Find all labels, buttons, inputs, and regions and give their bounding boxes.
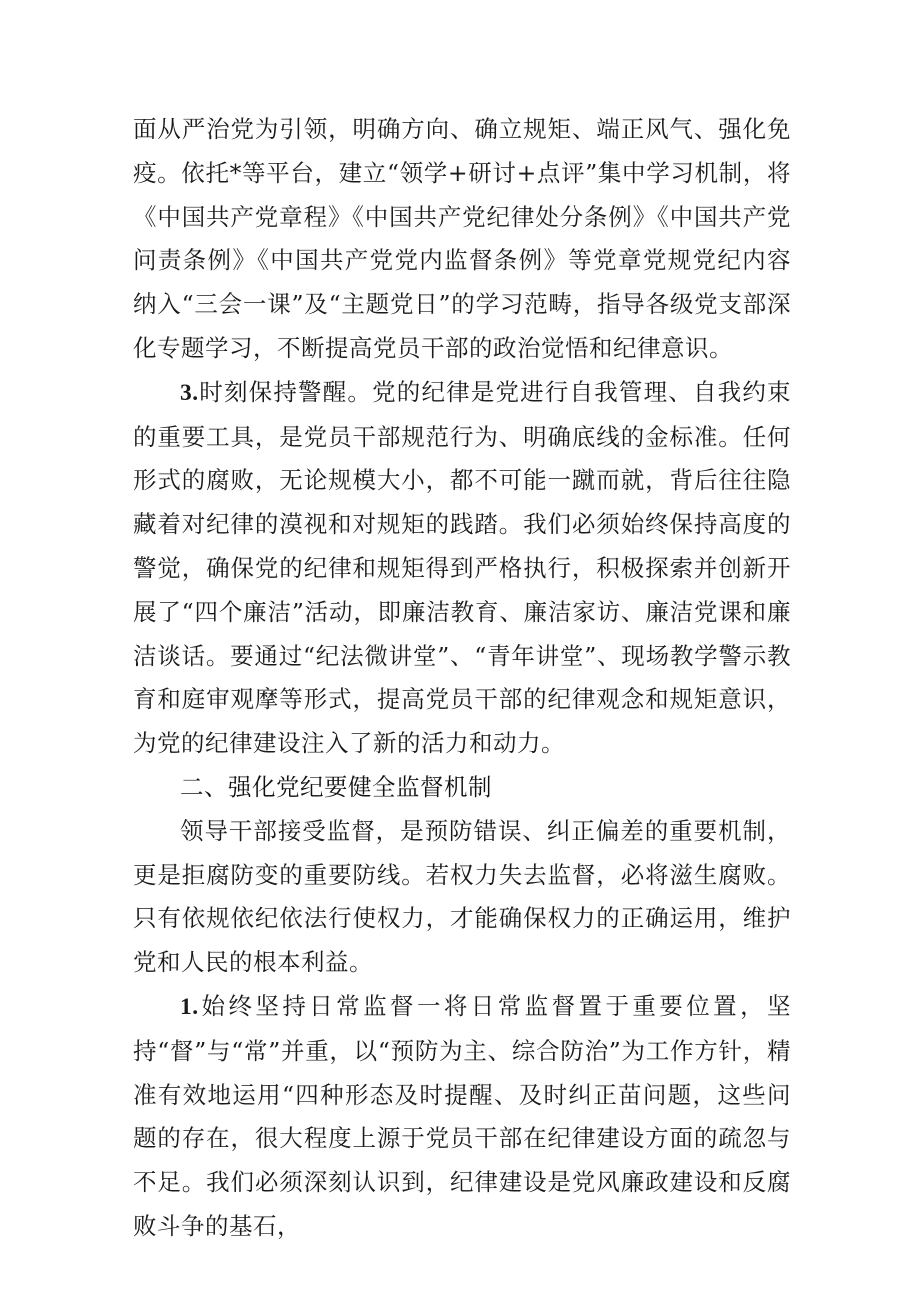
- document-body: [133, 108, 791, 1249]
- paragraph-item-1: [133, 985, 791, 1249]
- section-2-intro: 领导干部接受监督，是预防错误、纠正偏差的重要机制，更是拒腐防变的重要防线。若权力失去监督，必将滋生腐败。只有依规依纪依法行使权力，才能确保权力的正确运用，维护党和人民的根本利益。: [133, 816, 791, 977]
- item-1-text: 始终坚持日常监督一将日常监督置于重要位置，坚持“督”与“常”并重，以“预防为主、综合防治”为工作方针，精准有效地运用“四种形态及时提醒、及时纠正苗问题，这些问题的存在，很大程度上源于党员干部在纪律建设方面的疏忽与不足。我们必须深刻认识到，纪律建设是党风廉政建设和反腐败斗争的基石，: [133, 991, 791, 1240]
- item-3-number: 3.: [180, 379, 199, 406]
- item-3-text: 时刻保持警醒。党的纪律是党进行自我管理、自我约束的重要工具，是党员干部规范行为、明确底线的金标准。任何形式的腐败，无论规模大小，都不可能一蹴而就，背后往往隐藏着对纪律的漠视和对规矩的践踏。我们必须始终保持高度的警觉，确保党的纪律和规矩得到严格执行，积极探索并创新开展了“四个廉洁”活动，即廉洁教育、廉洁家访、廉洁党课和廉洁谈话。要通过“纪法微讲堂”、“青年讲堂”、现场教学警示教育和庭审观摩等形式，提高党员干部的纪律观念和规矩意识，为党的纪律建设注入了新的活力和动力。: [133, 377, 791, 758]
- paragraph-item-3: [133, 371, 791, 766]
- item-1-number: 1.: [180, 993, 199, 1020]
- section-2-heading: 二、强化党纪要健全监督机制: [180, 772, 492, 801]
- paragraph-continued: 面从严治党为引领，明确方向、确立规矩、端正风气、强化免疫。依托*等平台，建立“领学+研讨+点评”集中学习机制，将《中国共产党章程》《中国共产党纪律处分条例》《中国共产党问责条例》《中国共产党党内监督条例》等党章党规党纪内容纳入“三会一课”及“主题党日”的学习范畴，指导各级党支部深化专题学习，不断提高党员干部的政治觉悟和纪律意识。: [133, 115, 791, 362]
